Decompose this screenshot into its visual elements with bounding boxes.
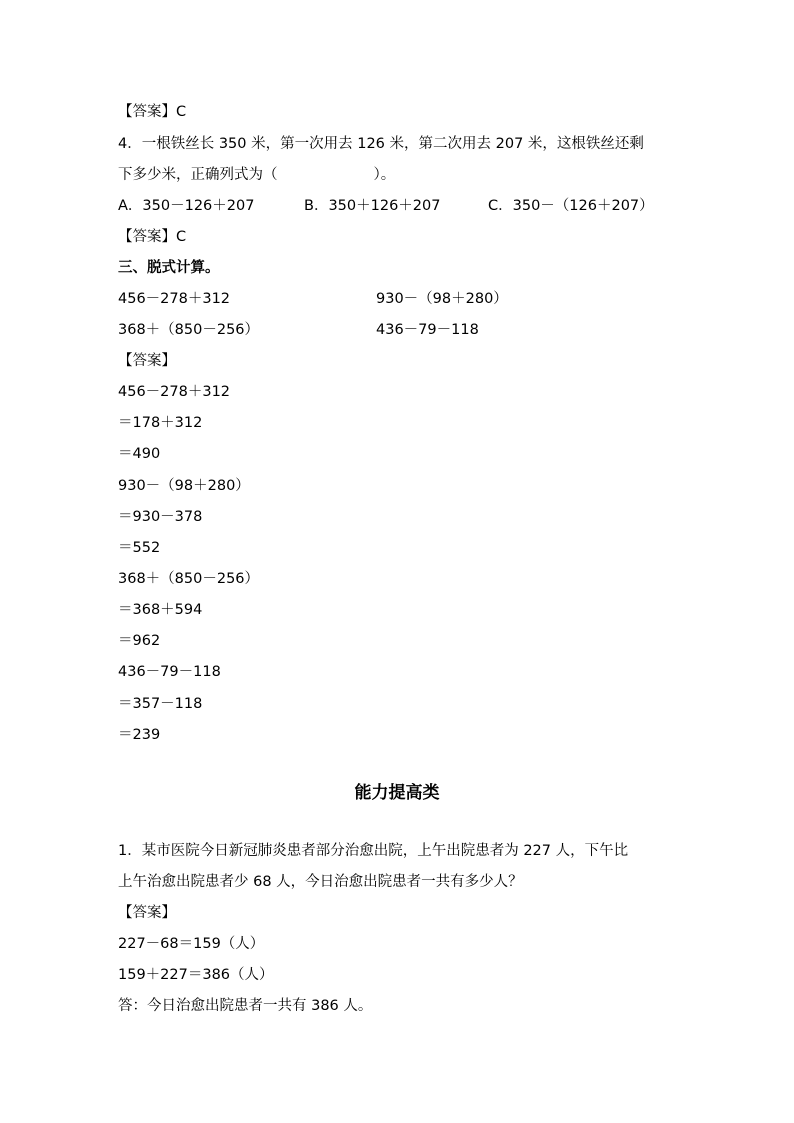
ability-question-1-line-1: 1．某市医院今日新冠肺炎患者部分治愈出院，上午出院患者为 227 人，下午比 (118, 843, 629, 859)
solution-line: ＝962 (118, 633, 161, 649)
ability-step: 159＋227＝386（人） (118, 967, 274, 983)
solution-line: ＝357－118 (118, 696, 203, 712)
question-4-line-2 (118, 165, 395, 185)
previous-answer: 【答案】C (118, 104, 187, 120)
question-4-answer: 【答案】C (118, 229, 187, 245)
solution-line: ＝239 (118, 727, 161, 743)
question-4-line-2-end: ）。 (373, 167, 396, 183)
section-3-title: 三、脱式计算。 (118, 260, 220, 276)
ability-answer-label: 【答案】 (118, 905, 176, 921)
section-heading: 能力提高类 (354, 783, 440, 803)
option-a: A．350－126＋207 (118, 198, 255, 214)
solution-line: ＝552 (118, 540, 161, 556)
solution-line: 456－278＋312 (118, 384, 231, 400)
problem-3: 368＋（850－256） (118, 322, 260, 338)
solution-line: 930－（98＋280） (118, 478, 250, 494)
question-4-line-2-text: 下多少米，正确列式为（ (118, 167, 278, 183)
solution-line: ＝178＋312 (118, 415, 203, 431)
solution-line: ＝490 (118, 446, 161, 462)
problem-4: 436－79－118 (376, 322, 479, 338)
option-b: B．350＋126＋207 (304, 198, 441, 214)
problem-1: 456－278＋312 (118, 291, 231, 307)
question-4-line-1: 4．一根铁丝长 350 米，第一次用去 126 米，第二次用去 207 米，这根铁丝还剩 (118, 136, 644, 152)
solution-line: ＝930－378 (118, 509, 203, 525)
section-3-answer-label: 【答案】 (118, 353, 176, 369)
solution-line: 368＋（850－256） (118, 571, 260, 587)
problem-2: 930－（98＋280） (376, 291, 508, 307)
ability-question-1-line-2: 上午治愈出院患者少 68 人，今日治愈出院患者一共有多少人？ (118, 874, 523, 890)
solution-line: ＝368＋594 (118, 602, 203, 618)
option-c: C．350－（126＋207） (488, 198, 654, 214)
ability-step: 227－68＝159（人） (118, 936, 265, 952)
solution-line: 436－79－118 (118, 664, 221, 680)
ability-final-answer: 答：今日治愈出院患者一共有 386 人。 (118, 998, 373, 1014)
